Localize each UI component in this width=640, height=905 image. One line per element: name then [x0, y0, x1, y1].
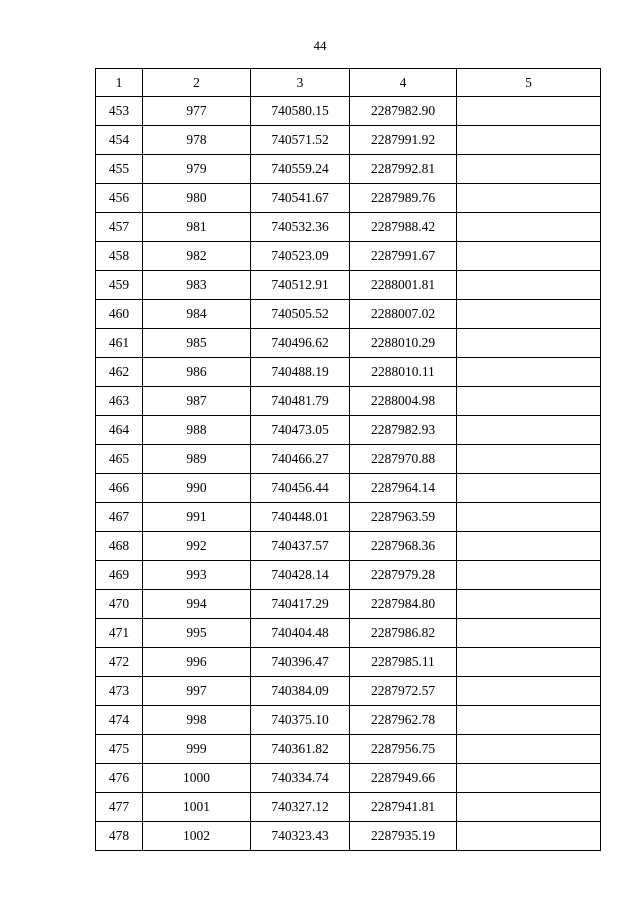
table-cell-col-3: 740361.82	[251, 735, 350, 764]
coordinates-table	[95, 68, 601, 851]
table-cell-col-1: 460	[96, 300, 143, 329]
table-cell-col-4: 2287949.66	[350, 764, 457, 793]
table-cell-col-5	[457, 300, 601, 329]
column-header-4: 4	[350, 69, 457, 97]
table-row	[96, 155, 601, 184]
table-cell-col-5	[457, 126, 601, 155]
table-cell-col-2: 996	[143, 648, 251, 677]
table-cell-col-3: 740559.24	[251, 155, 350, 184]
table-cell-col-3: 740466.27	[251, 445, 350, 474]
table-row	[96, 300, 601, 329]
table-cell-col-4: 2287964.14	[350, 474, 457, 503]
table-header	[96, 69, 601, 97]
table-cell-col-2: 997	[143, 677, 251, 706]
table-cell-col-3: 740323.43	[251, 822, 350, 851]
table-cell-col-1: 455	[96, 155, 143, 184]
table-cell-col-5	[457, 590, 601, 619]
table-row	[96, 329, 601, 358]
table-cell-col-1: 470	[96, 590, 143, 619]
table-cell-col-2: 988	[143, 416, 251, 445]
table-row	[96, 735, 601, 764]
table-cell-col-1: 473	[96, 677, 143, 706]
table-cell-col-2: 1001	[143, 793, 251, 822]
table-cell-col-3: 740404.48	[251, 619, 350, 648]
table-cell-col-5	[457, 822, 601, 851]
table-cell-col-4: 2287962.78	[350, 706, 457, 735]
table-cell-col-4: 2287956.75	[350, 735, 457, 764]
table-row	[96, 474, 601, 503]
table-row	[96, 445, 601, 474]
table-cell-col-5	[457, 213, 601, 242]
table-cell-col-4: 2287982.90	[350, 97, 457, 126]
table-row	[96, 822, 601, 851]
table-row	[96, 184, 601, 213]
table-row	[96, 358, 601, 387]
table-row	[96, 213, 601, 242]
table-cell-col-2: 985	[143, 329, 251, 358]
table-cell-col-5	[457, 619, 601, 648]
table-cell-col-5	[457, 97, 601, 126]
table-cell-col-2: 986	[143, 358, 251, 387]
table-cell-col-1: 474	[96, 706, 143, 735]
table-cell-col-4: 2287979.28	[350, 561, 457, 590]
table-cell-col-1: 463	[96, 387, 143, 416]
table-cell-col-4: 2287963.59	[350, 503, 457, 532]
table-row	[96, 619, 601, 648]
table-cell-col-5	[457, 184, 601, 213]
table-row	[96, 416, 601, 445]
table-cell-col-1: 464	[96, 416, 143, 445]
table-cell-col-4: 2288010.29	[350, 329, 457, 358]
table-cell-col-1: 453	[96, 97, 143, 126]
table-cell-col-1: 462	[96, 358, 143, 387]
table-cell-col-1: 469	[96, 561, 143, 590]
table-cell-col-3: 740481.79	[251, 387, 350, 416]
table-cell-col-1: 477	[96, 793, 143, 822]
table-cell-col-5	[457, 358, 601, 387]
table-cell-col-4: 2288004.98	[350, 387, 457, 416]
table-cell-col-4: 2287986.82	[350, 619, 457, 648]
table-cell-col-4: 2287935.19	[350, 822, 457, 851]
table-cell-col-4: 2287972.57	[350, 677, 457, 706]
table-cell-col-4: 2287989.76	[350, 184, 457, 213]
column-header-1: 1	[96, 69, 143, 97]
table-cell-col-1: 456	[96, 184, 143, 213]
table-cell-col-1: 457	[96, 213, 143, 242]
header-row	[96, 69, 601, 97]
table-cell-col-5	[457, 677, 601, 706]
table-cell-col-5	[457, 329, 601, 358]
table-row	[96, 242, 601, 271]
table-cell-col-3: 740541.67	[251, 184, 350, 213]
table-cell-col-1: 478	[96, 822, 143, 851]
table-row	[96, 677, 601, 706]
table-cell-col-2: 981	[143, 213, 251, 242]
table-cell-col-5	[457, 706, 601, 735]
table-cell-col-2: 994	[143, 590, 251, 619]
table-cell-col-1: 471	[96, 619, 143, 648]
table-cell-col-4: 2287991.67	[350, 242, 457, 271]
table-cell-col-2: 977	[143, 97, 251, 126]
table-cell-col-2: 978	[143, 126, 251, 155]
column-header-2: 2	[143, 69, 251, 97]
table-cell-col-1: 465	[96, 445, 143, 474]
table-cell-col-2: 980	[143, 184, 251, 213]
table-cell-col-4: 2287984.80	[350, 590, 457, 619]
table-cell-col-4: 2287968.36	[350, 532, 457, 561]
table-cell-col-5	[457, 648, 601, 677]
column-header-3: 3	[251, 69, 350, 97]
table-cell-col-2: 993	[143, 561, 251, 590]
table-cell-col-3: 740488.19	[251, 358, 350, 387]
table-cell-col-5	[457, 561, 601, 590]
table-cell-col-3: 740523.09	[251, 242, 350, 271]
table-row	[96, 532, 601, 561]
table-cell-col-5	[457, 242, 601, 271]
table-cell-col-2: 983	[143, 271, 251, 300]
table-cell-col-1: 459	[96, 271, 143, 300]
table-cell-col-3: 740417.29	[251, 590, 350, 619]
table-cell-col-5	[457, 735, 601, 764]
table-cell-col-3: 740428.14	[251, 561, 350, 590]
table-cell-col-2: 999	[143, 735, 251, 764]
table-row	[96, 648, 601, 677]
table-cell-col-5	[457, 474, 601, 503]
table-cell-col-4: 2288001.81	[350, 271, 457, 300]
table-cell-col-3: 740532.36	[251, 213, 350, 242]
table-cell-col-1: 468	[96, 532, 143, 561]
table-row	[96, 764, 601, 793]
table-cell-col-1: 475	[96, 735, 143, 764]
table-cell-col-2: 987	[143, 387, 251, 416]
table-body	[96, 97, 601, 851]
table-cell-col-2: 990	[143, 474, 251, 503]
table-cell-col-3: 740571.52	[251, 126, 350, 155]
table-cell-col-2: 991	[143, 503, 251, 532]
table-cell-col-2: 995	[143, 619, 251, 648]
table-row	[96, 97, 601, 126]
table-cell-col-4: 2288010.11	[350, 358, 457, 387]
table-cell-col-1: 467	[96, 503, 143, 532]
table-cell-col-3: 740384.09	[251, 677, 350, 706]
table-cell-col-2: 1002	[143, 822, 251, 851]
table-cell-col-2: 1000	[143, 764, 251, 793]
table-cell-col-1: 458	[96, 242, 143, 271]
table-cell-col-5	[457, 445, 601, 474]
table-cell-col-2: 982	[143, 242, 251, 271]
table-cell-col-2: 989	[143, 445, 251, 474]
table-cell-col-4: 2287992.81	[350, 155, 457, 184]
table-cell-col-3: 740334.74	[251, 764, 350, 793]
page-number: 44	[313, 38, 327, 53]
table-row	[96, 706, 601, 735]
table-cell-col-2: 979	[143, 155, 251, 184]
table-cell-col-3: 740448.01	[251, 503, 350, 532]
table-cell-col-1: 461	[96, 329, 143, 358]
table-row	[96, 126, 601, 155]
table-cell-col-5	[457, 155, 601, 184]
table-cell-col-2: 984	[143, 300, 251, 329]
table-cell-col-5	[457, 532, 601, 561]
table-cell-col-4: 2287982.93	[350, 416, 457, 445]
table-cell-col-5	[457, 271, 601, 300]
table-cell-col-5	[457, 793, 601, 822]
table-cell-col-3: 740473.05	[251, 416, 350, 445]
table-cell-col-3: 740375.10	[251, 706, 350, 735]
table-cell-col-4: 2288007.02	[350, 300, 457, 329]
table-cell-col-5	[457, 416, 601, 445]
table-row	[96, 503, 601, 532]
table-cell-col-3: 740456.44	[251, 474, 350, 503]
table-cell-col-3: 740496.62	[251, 329, 350, 358]
table-row	[96, 271, 601, 300]
table-cell-col-1: 454	[96, 126, 143, 155]
table-row	[96, 793, 601, 822]
column-header-5: 5	[457, 69, 601, 97]
table-cell-col-3: 740505.52	[251, 300, 350, 329]
table-cell-col-4: 2287970.88	[350, 445, 457, 474]
table-row	[96, 387, 601, 416]
table-cell-col-2: 998	[143, 706, 251, 735]
table-cell-col-4: 2287941.81	[350, 793, 457, 822]
table-cell-col-1: 476	[96, 764, 143, 793]
table-cell-col-1: 466	[96, 474, 143, 503]
table-cell-col-3: 740437.57	[251, 532, 350, 561]
table-cell-col-4: 2287988.42	[350, 213, 457, 242]
table-cell-col-1: 472	[96, 648, 143, 677]
table-cell-col-2: 992	[143, 532, 251, 561]
table-row	[96, 561, 601, 590]
table-cell-col-3: 740580.15	[251, 97, 350, 126]
table-cell-col-3: 740396.47	[251, 648, 350, 677]
table-cell-col-5	[457, 764, 601, 793]
table-row	[96, 590, 601, 619]
table-cell-col-4: 2287985.11	[350, 648, 457, 677]
table-cell-col-5	[457, 503, 601, 532]
table-cell-col-3: 740327.12	[251, 793, 350, 822]
table-cell-col-4: 2287991.92	[350, 126, 457, 155]
table-cell-col-5	[457, 387, 601, 416]
table-cell-col-3: 740512.91	[251, 271, 350, 300]
